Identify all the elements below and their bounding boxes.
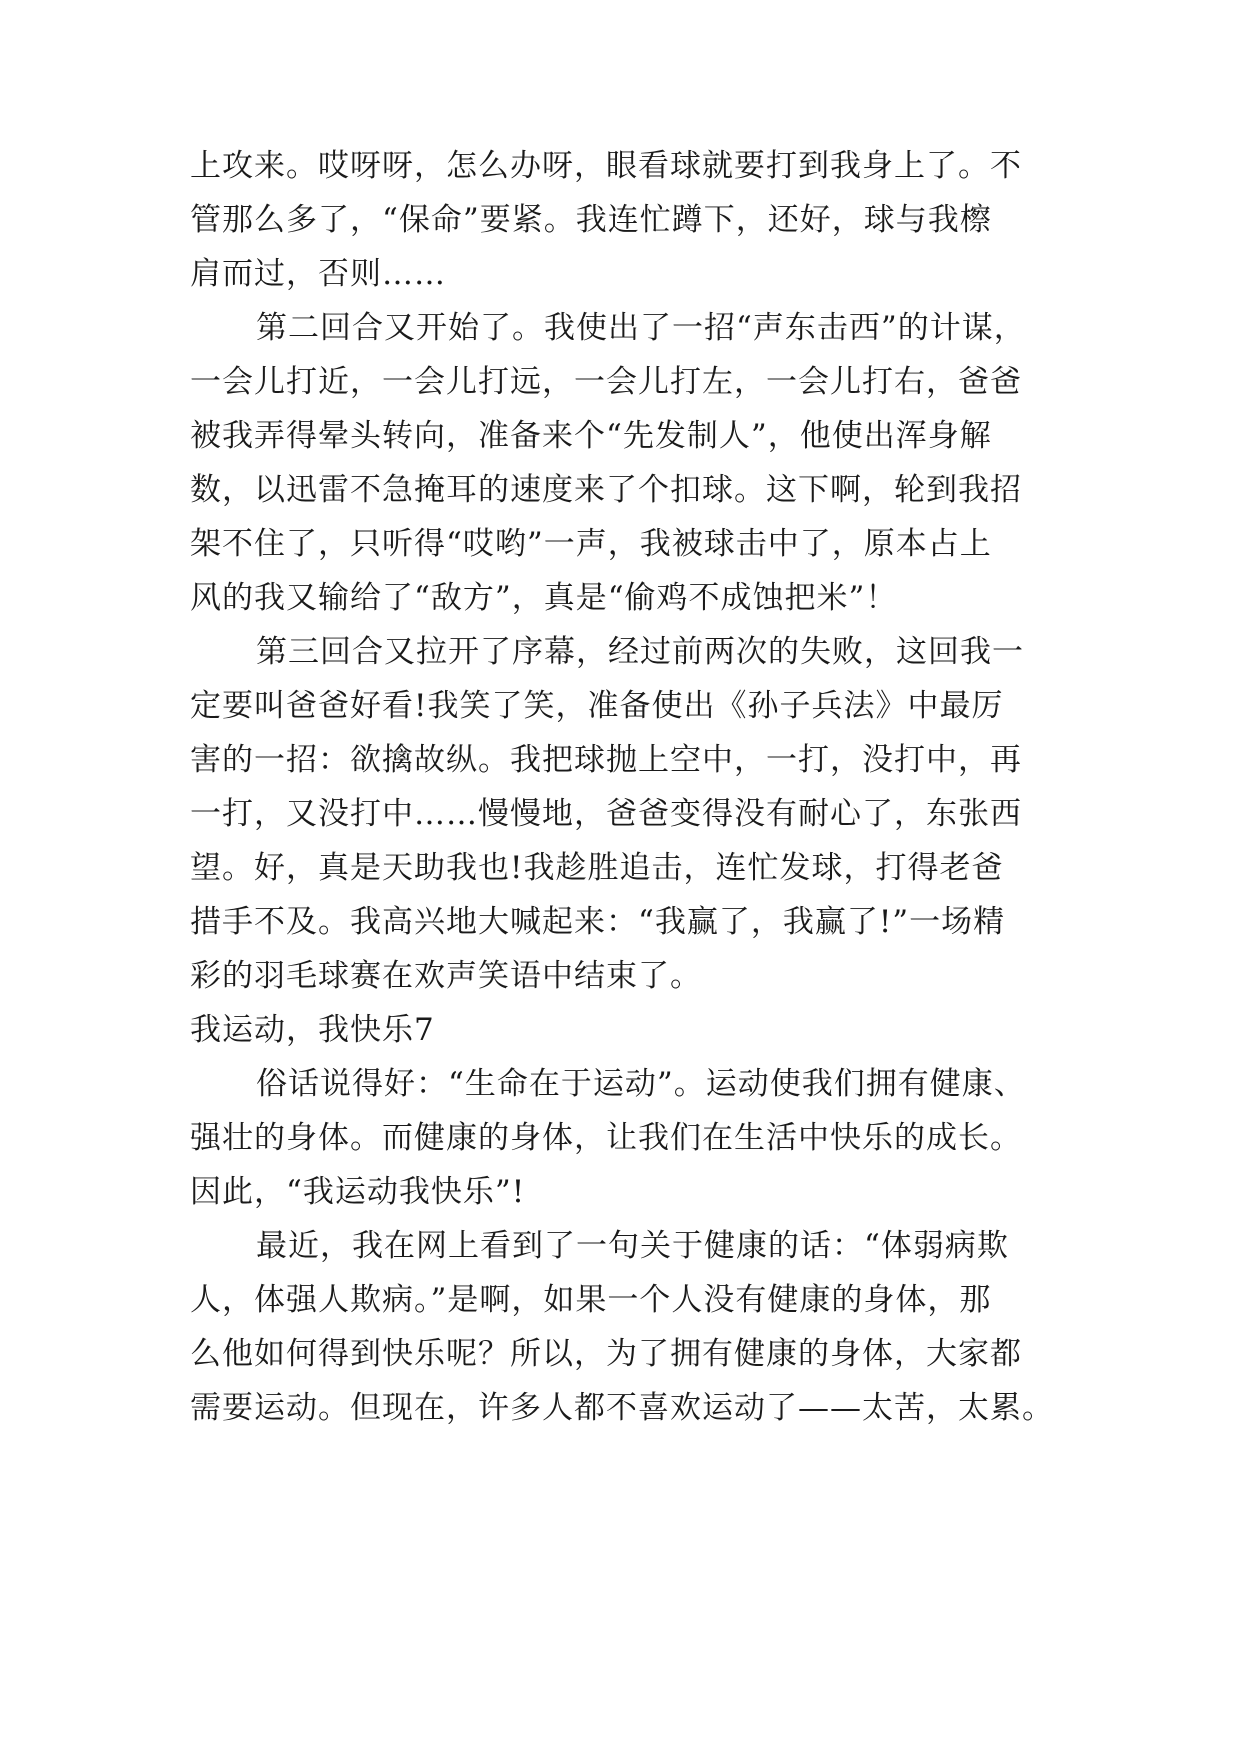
text-line: 架不住了，只听得“哎哟”一声，我被球击中了，原本占上	[190, 526, 992, 562]
text-line: 被我弄得晕头转向，准备来个“先发制人”，他使出浑身解	[190, 418, 992, 454]
text-line: 望。好，真是天助我也!我趁胜追击，连忙发球，打得老爸	[190, 850, 1004, 886]
text-line: 一打，又没打中……慢慢地，爸爸变得没有耐心了，东张西	[190, 796, 1022, 832]
text-line: 措手不及。我高兴地大喊起来：“我赢了，我赢了!”一场精	[190, 904, 1006, 940]
text-line: 上攻来。哎呀呀，怎么办呀，眼看球就要打到我身上了。不	[190, 148, 1022, 184]
text-line: 定要叫爸爸好看!我笑了笑，准备使出《孙子兵法》中最厉	[190, 688, 1004, 724]
text-line: 害的一招：欲擒故纵。我把球抛上空中，一打，没打中，再	[190, 742, 1022, 778]
text-line: 么他如何得到快乐呢？所以，为了拥有健康的身体，大家都	[190, 1336, 1022, 1372]
text-line: 人，体强人欺病。”是啊，如果一个人没有健康的身体，那	[190, 1282, 992, 1318]
text-line: 第三回合又拉开了序幕，经过前两次的失败，这回我一	[256, 634, 1024, 670]
text-line: 风的我又输给了“敌方”，真是“偷鸡不成蚀把米”！	[190, 580, 898, 616]
text-line: 管那么多了，“保命”要紧。我连忙蹲下，还好，球与我檫	[190, 202, 992, 238]
text-line: 强壮的身体。而健康的身体，让我们在生活中快乐的成长。	[190, 1120, 1022, 1156]
text-line: 因此，“我运动我快乐”!	[190, 1174, 526, 1210]
text-line: 彩的羽毛球赛在欢声笑语中结束了。	[190, 958, 702, 994]
text-line: 最近，我在网上看到了一句关于健康的话：“体弱病欺	[256, 1228, 1009, 1264]
text-line: 第二回合又开始了。我使出了一招“声东击西”的计谋，	[256, 310, 1026, 346]
text-line: 数，以迅雷不急掩耳的速度来了个扣球。这下啊，轮到我招	[190, 472, 1022, 508]
text-line: 需要运动。但现在，许多人都不喜欢运动了——太苦，太累。	[190, 1390, 1054, 1426]
text-line: 肩而过，否则……	[190, 256, 446, 292]
section-heading: 我运动，我快乐7	[190, 1012, 435, 1048]
text-line: 一会儿打近，一会儿打远，一会儿打左，一会儿打右，爸爸	[190, 364, 1022, 400]
text-line: 俗话说得好：“生命在于运动”。运动使我们拥有健康、	[256, 1066, 1026, 1102]
